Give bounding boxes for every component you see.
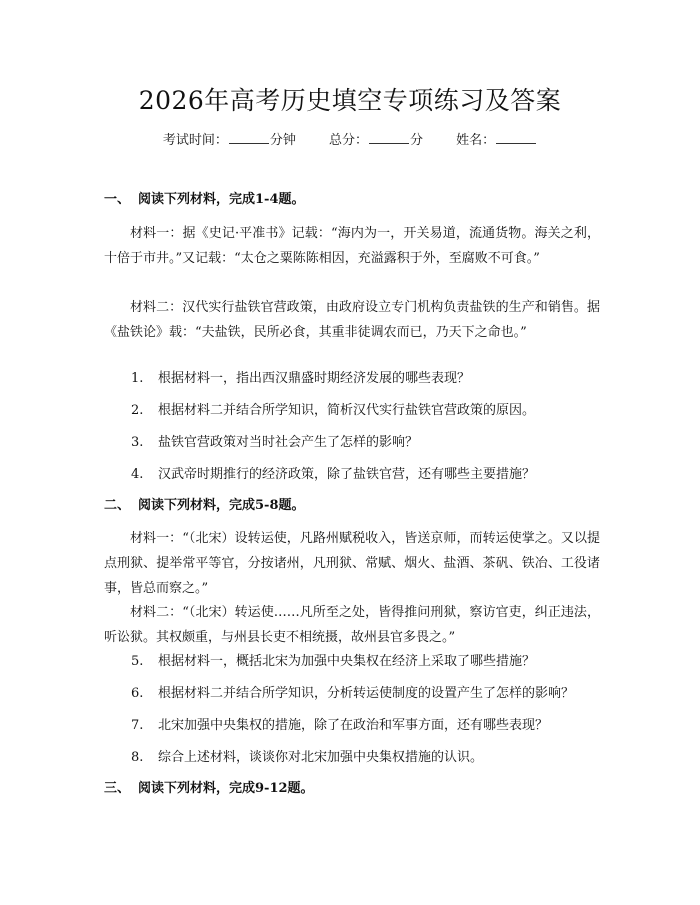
- material-paragraph: 材料一：据《史记·平准书》记载：“海内为一，开关易道，流通货物。海关之利，十倍于市井。”又记载：“太仓之粟陈陈相因，充溢露积于外，至腐败不可食。”: [104, 226, 600, 266]
- document-title: 2026年高考历史填空专项练习及答案: [138, 86, 562, 115]
- name-label: 姓名：: [456, 133, 496, 148]
- question-item: 6. 根据材料二并结合所学知识，分析转运使制度的设置产生了怎样的影响？: [131, 686, 575, 701]
- exam-info-line: [0, 131, 700, 151]
- material-paragraph: 材料二：汉代实行盐铁官营政策，由政府设立专门机构负责盐铁的生产和销售。据《盐铁论》载：“夫盐铁，民所必食，其重非徒调农而已，乃天下之命也。”: [104, 300, 600, 340]
- section-heading: 二、 阅读下列材料，完成5-8题。: [104, 498, 305, 513]
- name-blank[interactable]: [496, 131, 536, 144]
- time-blank[interactable]: [229, 131, 269, 144]
- question-item: 5. 根据材料一，概括北宋为加强中央集权在经济上采取了哪些措施？: [131, 654, 536, 669]
- question-item: 4. 汉武帝时期推行的经济政策，除了盐铁官营，还有哪些主要措施？: [131, 467, 536, 482]
- material-paragraph: 材料二：“（北宋）转运使……凡所至之处，皆得推问刑狱，察访官吏，纠正违法，听讼狱。其权颇重，与州县长吏不相统摄，故州县官多畏之。”: [104, 605, 600, 645]
- section-heading: 一、 阅读下列材料，完成1-4题。: [104, 192, 305, 207]
- section-heading: 三、 阅读下列材料，完成9-12题。: [104, 781, 314, 796]
- time-label: 考试时间：: [162, 133, 228, 148]
- question-item: 2. 根据材料二并结合所学知识，简析汉代实行盐铁官营政策的原因。: [131, 403, 536, 418]
- score-unit: 分: [410, 133, 424, 148]
- material-paragraph: 材料一：“（北宋）设转运使，凡路州赋税收入，皆送京师，而转运使掌之。又以提点刑狱、提举常平等官，分按诸州，凡刑狱、常赋、烟火、盐酒、茶矾、铁冶、工役诸事，皆总而察之。”: [104, 531, 600, 596]
- score-label: 总分：: [328, 133, 368, 148]
- question-item: 1. 根据材料一，指出西汉鼎盛时期经济发展的哪些表现？: [131, 371, 471, 386]
- question-item: 8. 综合上述材料，谈谈你对北宋加强中央集权措施的认识。: [131, 750, 484, 765]
- question-item: 7. 北宋加强中央集权的措施，除了在政治和军事方面，还有哪些表现？: [131, 718, 549, 733]
- time-unit: 分钟: [269, 133, 296, 148]
- question-item: 3. 盐铁官营政策对当时社会产生了怎样的影响？: [131, 435, 419, 450]
- score-blank[interactable]: [369, 131, 409, 144]
